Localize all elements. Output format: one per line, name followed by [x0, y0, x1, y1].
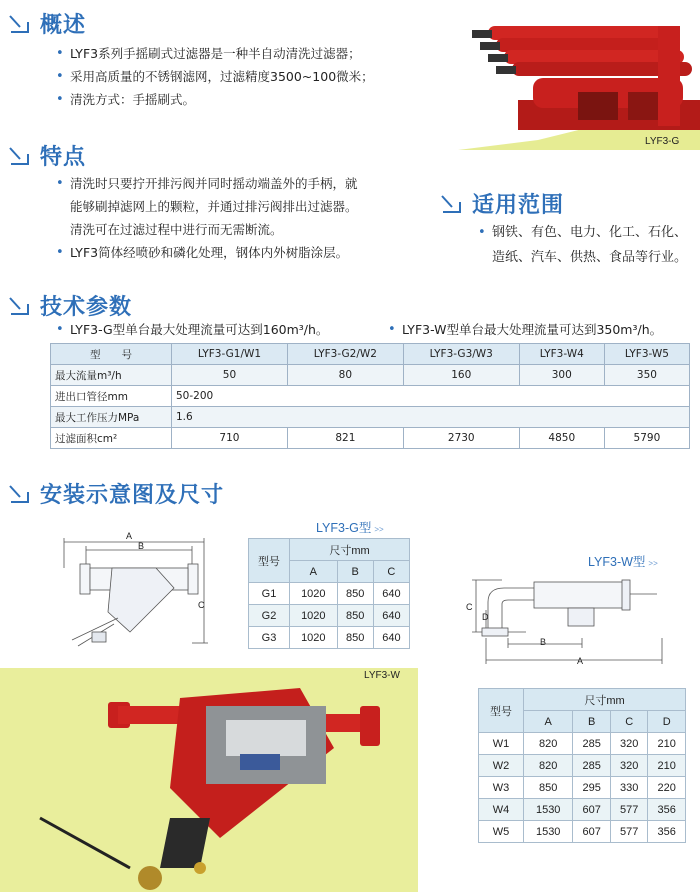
list-item: • LYF3简体经喷砂和磷化处理，钢体内外树脂涂层。 [56, 241, 406, 264]
table-cell: 1530 [524, 821, 573, 843]
table-cell: 1020 [290, 583, 338, 605]
table-row [249, 627, 410, 649]
lyf3-g-drawing [52, 528, 220, 658]
params-note-right [388, 318, 698, 341]
table-cell: 820 [524, 755, 573, 777]
product-photo-lyf3-g [458, 8, 700, 150]
scope-list [478, 220, 698, 270]
table-cell: 300 [519, 365, 604, 386]
table-row [479, 821, 686, 843]
dim-label-c: C [198, 600, 205, 610]
section-scope-heading [440, 188, 564, 219]
list-item: • LYF3-G型单台最大处理流量可达到160m³/h。 [56, 318, 386, 341]
table-row [51, 365, 690, 386]
table-cell: 295 [573, 777, 611, 799]
table-header-cell: 尺寸mm [290, 539, 410, 561]
section-title: 适用范围 [472, 193, 565, 218]
double-chevron-icon: >> [374, 525, 384, 534]
table-cell: 1020 [290, 605, 338, 627]
table-cell: 330 [610, 777, 648, 799]
table-cell: 285 [573, 733, 611, 755]
table-cell: 4850 [519, 428, 604, 449]
table-header-cell: LYF3-W5 [604, 344, 689, 365]
table-cell: 1020 [290, 627, 338, 649]
table-cell: 350 [604, 365, 689, 386]
table-cell: 1530 [524, 799, 573, 821]
section-title: 技术参数 [40, 295, 133, 320]
section-install-heading [8, 478, 224, 509]
list-item-continued: 能够刷掉滤网上的颗粒，并通过排污阀排出过滤器。 [70, 199, 358, 214]
table-cell: 320 [610, 733, 648, 755]
table-cell: W4 [479, 799, 524, 821]
table-header-cell: C [373, 561, 409, 583]
table-cell: 285 [573, 755, 611, 777]
table-cell: 356 [648, 799, 686, 821]
table-header-row [51, 344, 690, 365]
section-features-heading [8, 140, 86, 171]
table-header-cell: A [524, 711, 573, 733]
dim-label-a: A [126, 531, 133, 541]
table-cell: 210 [648, 755, 686, 777]
table-row [479, 733, 686, 755]
table-header-cell: LYF3-G1/W1 [172, 344, 288, 365]
table-cell: 220 [648, 777, 686, 799]
overview-list [56, 42, 456, 111]
lyf3-g-table-title [316, 518, 384, 536]
dim-label-c: C [466, 602, 473, 612]
list-item-continued: 造纸、汽车、供热、食品等行业。 [492, 250, 688, 265]
table-header-cell: 型号 [479, 689, 524, 733]
table-cell: 607 [573, 821, 611, 843]
table-row [479, 799, 686, 821]
table-cell: G2 [249, 605, 290, 627]
table-header-cell: C [610, 711, 648, 733]
table-cell: 850 [337, 605, 373, 627]
arrow-bracket-icon [8, 13, 30, 35]
table-cell: 850 [337, 627, 373, 649]
table-title-text: LYF3-G型 [316, 521, 372, 535]
features-list [56, 172, 406, 264]
table-cell: 577 [610, 799, 648, 821]
arrow-bracket-icon [8, 145, 30, 167]
arrow-bracket-icon [440, 193, 462, 215]
table-cell: G3 [249, 627, 290, 649]
section-title: 特点 [40, 145, 87, 170]
table-cell: W2 [479, 755, 524, 777]
table-header-cell: 型 号 [51, 344, 172, 365]
product-photo-lyf3-w [0, 668, 418, 892]
dim-label-d: D [482, 612, 489, 622]
dim-label-b: B [138, 541, 145, 551]
row-label: 最大流量m³/h [51, 365, 172, 386]
table-cell: 1.6 [172, 407, 690, 428]
table-cell: 80 [287, 365, 403, 386]
table-cell: 640 [373, 583, 409, 605]
table-cell: 320 [610, 755, 648, 777]
row-label: 最大工作压力MPa [51, 407, 172, 428]
lyf3-g-dim-table [248, 538, 410, 649]
table-cell: 160 [403, 365, 519, 386]
table-header-row [479, 689, 686, 711]
table-row [249, 605, 410, 627]
dim-label-b: B [540, 637, 547, 647]
photo-caption: LYF3-W [364, 670, 400, 681]
table-title-text: LYF3-W型 [588, 555, 646, 569]
lyf3-w-dim-table [478, 688, 686, 843]
list-item: • 采用高质量的不锈钢滤网，过滤精度3500~100微米； [56, 65, 456, 88]
photo-caption: LYF3-G [645, 136, 680, 147]
table-cell: 821 [287, 428, 403, 449]
section-title: 概述 [40, 13, 87, 38]
table-cell: W1 [479, 733, 524, 755]
double-chevron-icon: >> [648, 559, 658, 568]
section-title: 安装示意图及尺寸 [40, 483, 225, 508]
table-cell: 356 [648, 821, 686, 843]
table-header-row [249, 539, 410, 561]
lyf3-w-table-title [588, 552, 658, 570]
table-header-cell: 尺寸mm [524, 689, 686, 711]
dim-label-a: A [577, 656, 584, 666]
table-header-cell: A [290, 561, 338, 583]
table-cell: 820 [524, 733, 573, 755]
table-cell: 210 [648, 733, 686, 755]
table-header-cell: B [337, 561, 373, 583]
table-cell: W3 [479, 777, 524, 799]
table-header-cell: B [573, 711, 611, 733]
table-row [249, 583, 410, 605]
spec-table [50, 343, 690, 449]
table-cell: 2730 [403, 428, 519, 449]
table-row [51, 407, 690, 428]
table-header-cell: LYF3-W4 [519, 344, 604, 365]
table-cell: 850 [337, 583, 373, 605]
table-header-cell: 型号 [249, 539, 290, 583]
list-item: • 清洗时只要拧开排污阀并同时摇动端盖外的手柄，就 [56, 172, 406, 195]
section-params-heading [8, 290, 132, 321]
row-label: 过滤面积cm² [51, 428, 172, 449]
table-cell: 5790 [604, 428, 689, 449]
list-item-continued: 清洗可在过滤过程中进行而无需断流。 [70, 222, 283, 237]
table-cell: 50-200 [172, 386, 690, 407]
table-cell: 640 [373, 605, 409, 627]
table-header-cell: D [648, 711, 686, 733]
table-cell: 710 [172, 428, 288, 449]
arrow-bracket-icon [8, 483, 30, 505]
params-note-left [56, 318, 386, 341]
table-header-cell: LYF3-G2/W2 [287, 344, 403, 365]
table-row [479, 777, 686, 799]
table-cell: 607 [573, 799, 611, 821]
table-cell: 850 [524, 777, 573, 799]
list-item: • 清洗方式：手摇刷式。 [56, 88, 456, 111]
table-cell: 577 [610, 821, 648, 843]
table-row [479, 755, 686, 777]
table-cell: 640 [373, 627, 409, 649]
table-cell: W5 [479, 821, 524, 843]
table-cell: G1 [249, 583, 290, 605]
list-item: • 钢铁、有色、电力、化工、石化、 [478, 220, 698, 245]
table-row [51, 428, 690, 449]
arrow-bracket-icon [8, 295, 30, 317]
section-overview-heading [8, 8, 86, 39]
table-header-cell: LYF3-G3/W3 [403, 344, 519, 365]
row-label: 进出口管径mm [51, 386, 172, 407]
list-item: • LYF3系列手摇刷式过滤器是一种半自动清洗过滤器； [56, 42, 456, 65]
list-item: • LYF3-W型单台最大处理流量可达到350m³/h。 [388, 318, 698, 341]
table-cell: 50 [172, 365, 288, 386]
table-row [51, 386, 690, 407]
